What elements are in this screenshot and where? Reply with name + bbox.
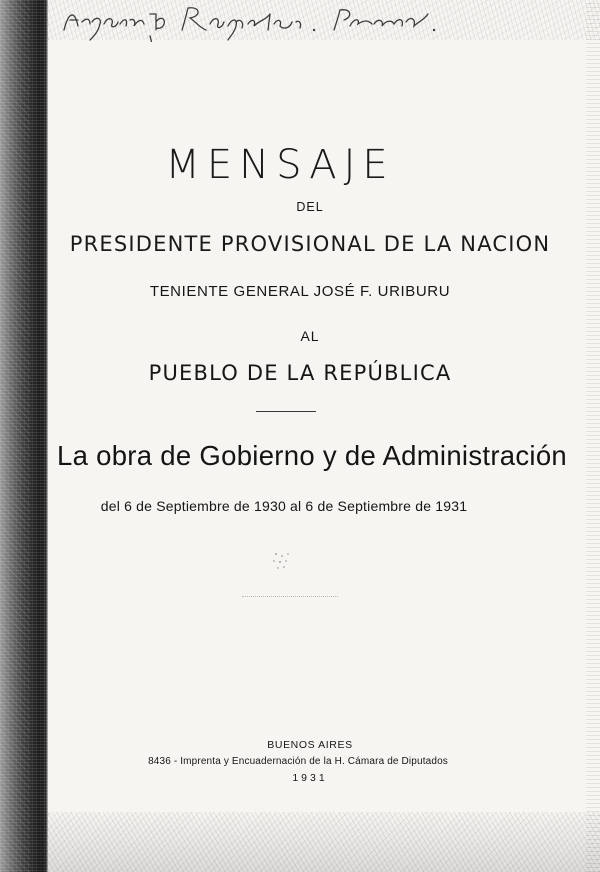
president-title: PRESIDENTE PROVISIONAL DE LA NACION: [69, 232, 551, 256]
general-name: TENIENTE GENERAL JOSÉ F. URIBURU: [149, 283, 451, 300]
date-range: del 6 de Septiembre de 1930 al 6 de Septiembre de 1931: [100, 498, 468, 514]
connector-al: AL: [300, 328, 320, 344]
imprint-printer: 8436 - Imprenta y Encuadernación de la H. Cámara de Diputados: [148, 756, 448, 767]
imprint-city: BUENOS AIRES: [267, 739, 353, 751]
scan-noise-bottom: [40, 812, 600, 872]
handwritten-annotation: [60, 0, 440, 42]
document-title: MENSAJE: [165, 142, 395, 188]
ornament-dots: [262, 550, 302, 572]
imprint-year: 1931: [292, 772, 328, 784]
separator-rule: [256, 411, 316, 412]
connector-del: DEL: [296, 200, 324, 214]
work-title: La obra de Gobierno y de Administración: [56, 440, 568, 471]
faint-rule: [242, 596, 338, 597]
addressee-title: PUEBLO DE LA REPÚBLICA: [148, 361, 452, 385]
